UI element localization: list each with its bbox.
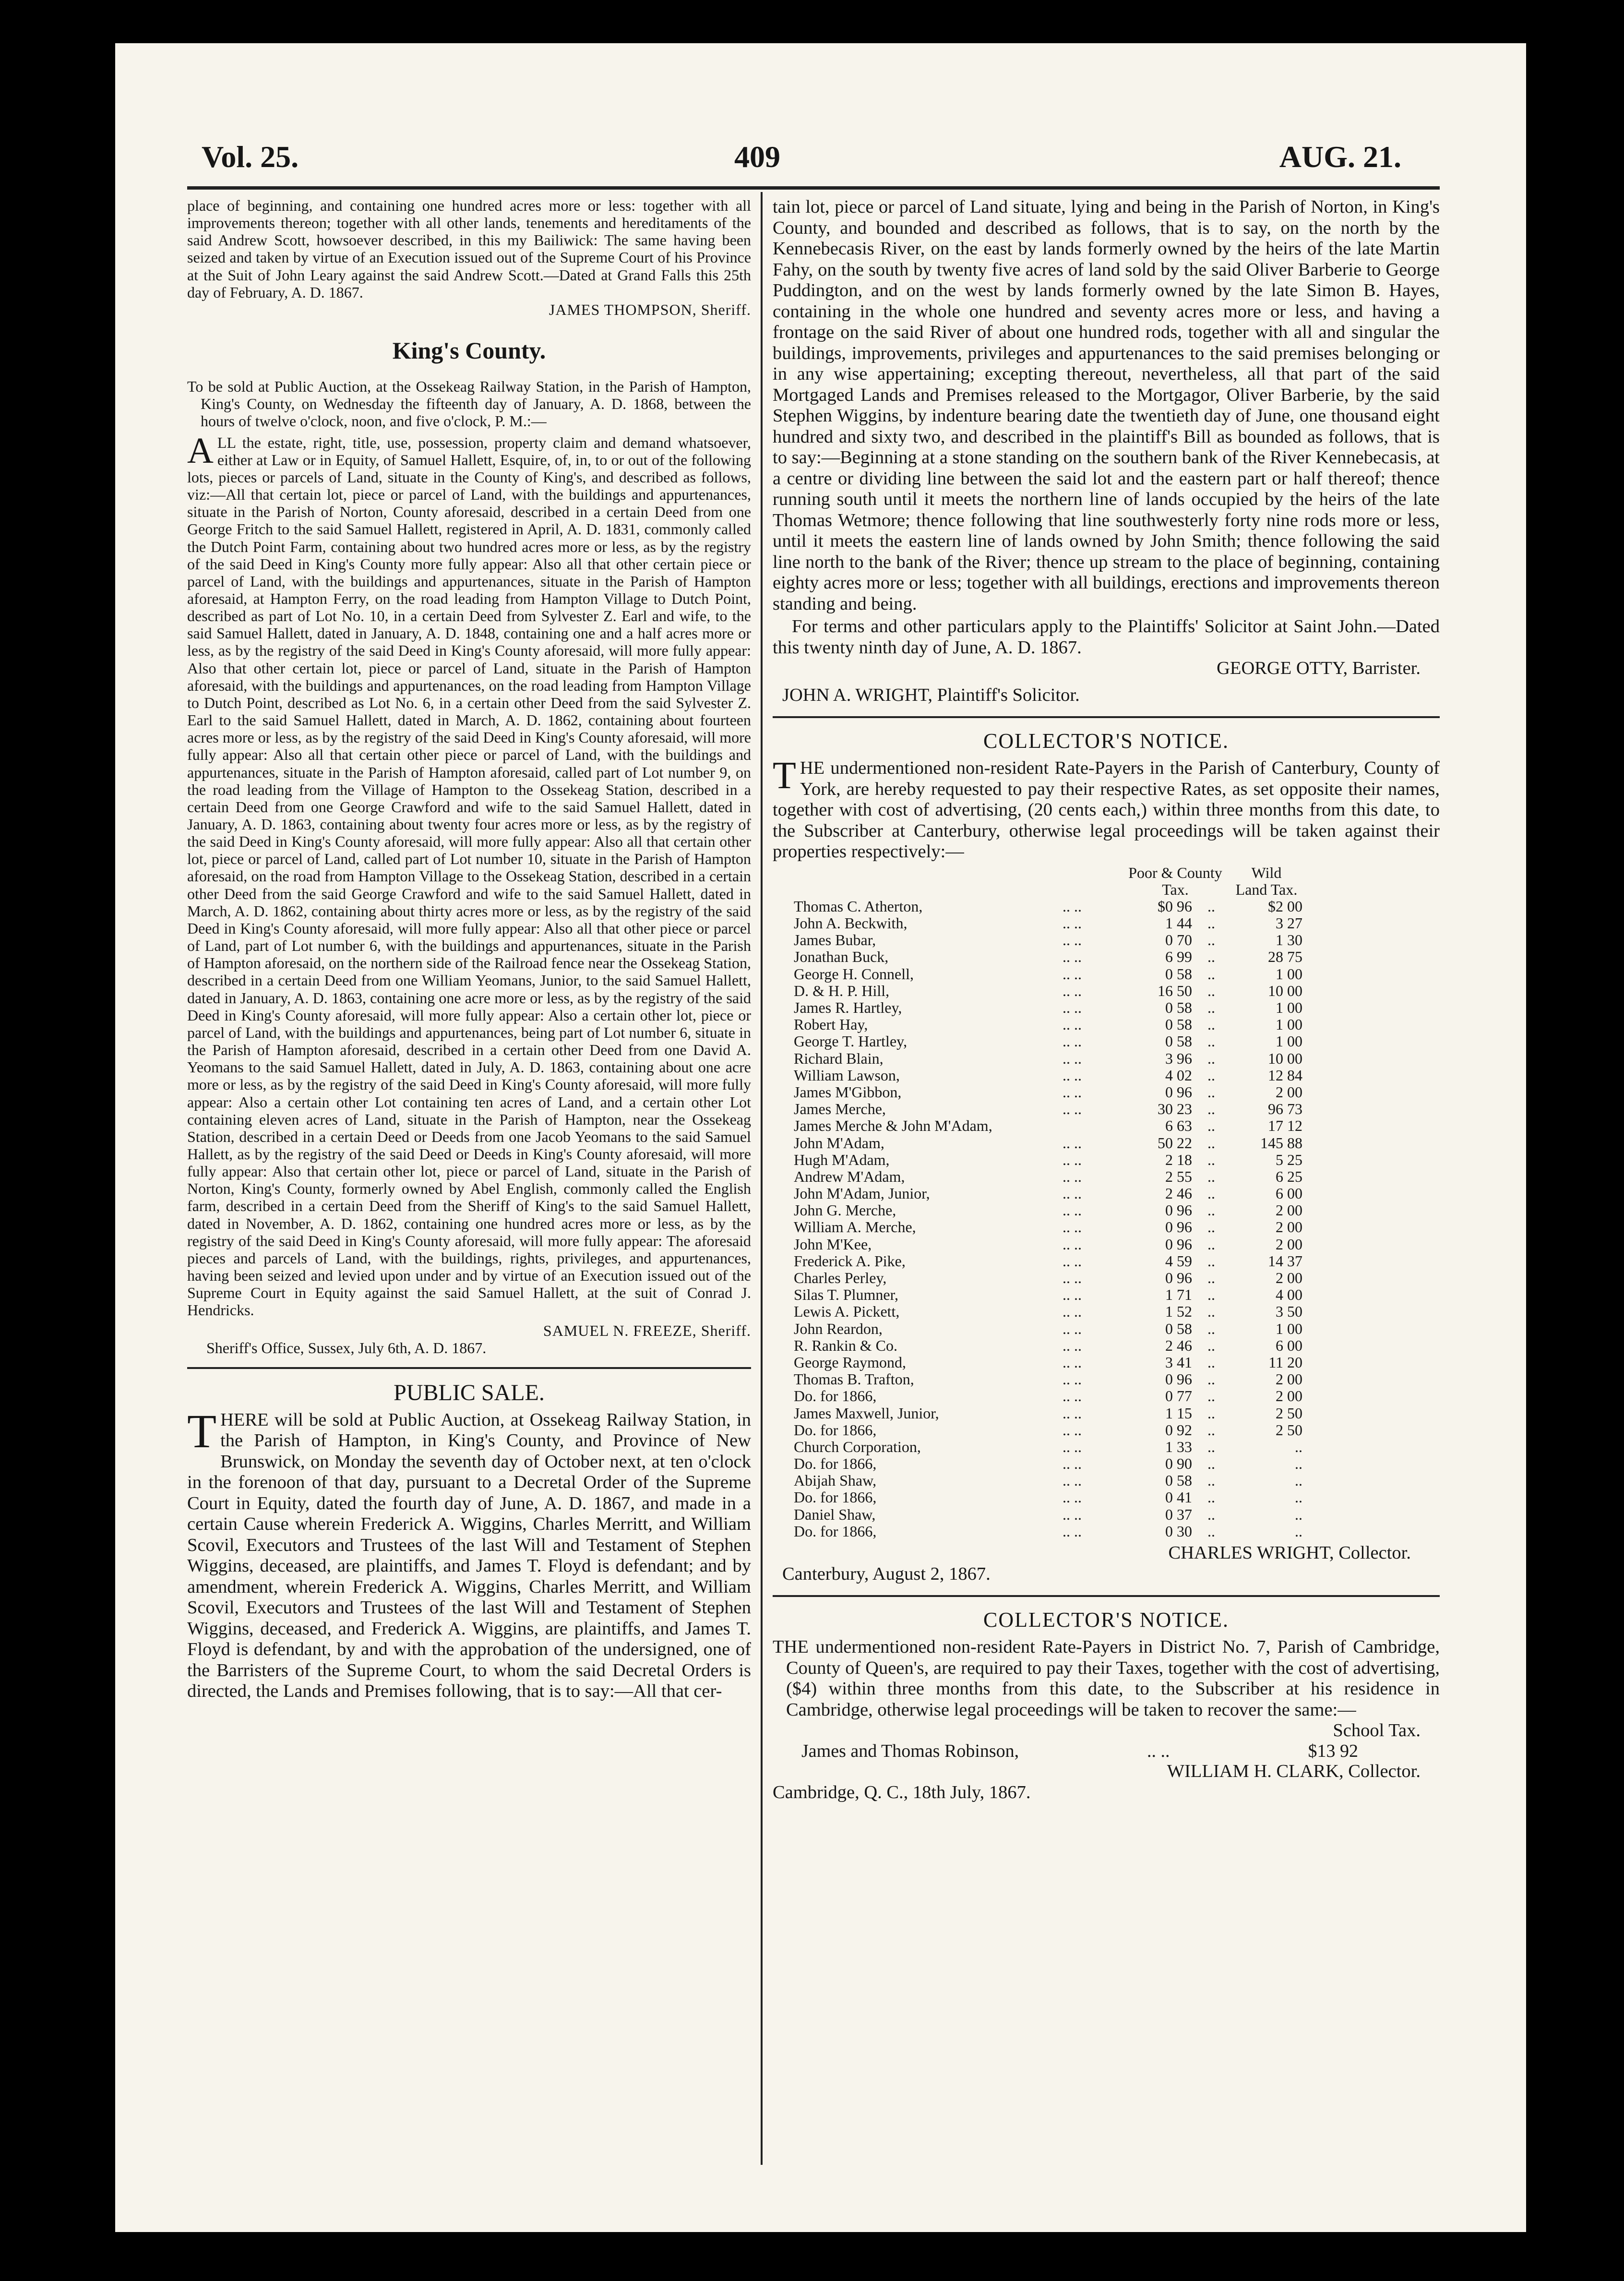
table-row [773, 1202, 1302, 1219]
dots: .. [1207, 1353, 1215, 1371]
dots: .. [1207, 1235, 1215, 1253]
dots: .. .. [1063, 982, 1082, 999]
dots: .. .. [1063, 1100, 1082, 1118]
wild-land-tax: 1 00 [1276, 999, 1302, 1016]
poor-county-tax: 0 90 [1165, 1455, 1192, 1473]
dots: .. [1207, 1049, 1215, 1067]
poor-county-tax: 0 58 [1165, 999, 1192, 1016]
poor-county-tax: 0 30 [1165, 1522, 1192, 1540]
wild-land-tax: 1 30 [1276, 931, 1302, 949]
wild-land-tax: .. [1295, 1472, 1302, 1489]
otty-signature: GEORGE OTTY, Barrister. [1217, 658, 1421, 678]
poor-county-tax: 3 41 [1165, 1353, 1192, 1371]
wild-land-tax: 2 50 [1276, 1404, 1302, 1422]
wild-land-tax: 1 00 [1276, 1016, 1302, 1033]
wild-land-tax: 10 00 [1268, 1049, 1302, 1067]
intro-paragraph: place of beginning, and containing one hundred acres more or less: together with all improvements thereon; together with all other lands, tenements and hereditaments of the said Andrew Scott, howsoever described, in this my Bailiwick: The same having been seized and taken by virtue of an Execution issued out of the Supreme Court of his Province at the Suit of John Leary against the said Andrew Scott.—Dated at Grand Falls this 25th day of February, A. D. 1867. [187, 197, 751, 301]
wild-land-tax: 6 25 [1276, 1167, 1302, 1185]
dots: .. [1207, 982, 1215, 999]
wild-land-tax: 145 88 [1260, 1134, 1302, 1152]
table-row [773, 1253, 1302, 1270]
ratepayer-name: Richard Blain, [794, 1049, 884, 1067]
thompson-signature: JAMES THOMPSON, Sheriff. [549, 300, 751, 318]
dots: .. [1207, 1303, 1215, 1321]
ratepayer-name: George H. Connell, [794, 965, 914, 983]
poor-county-tax: 0 41 [1165, 1489, 1192, 1506]
wild-land-tax: 6 00 [1276, 1336, 1302, 1354]
ratepayer-name: Do. for 1866, [794, 1421, 877, 1439]
poor-county-tax: 2 46 [1165, 1185, 1192, 1202]
ratepayer-name: Andrew M'Adam, [794, 1167, 905, 1185]
ratepayer-name: James M'Gibbon, [794, 1083, 902, 1101]
wild-land-tax: .. [1295, 1522, 1302, 1540]
issue-date: AUG. 21. [1279, 140, 1401, 174]
ratepayer-name: William A. Merche, [794, 1218, 916, 1236]
ratepayer-name: John M'Adam, [794, 1134, 884, 1152]
table-row [773, 1455, 1302, 1472]
sheriff-office: Sheriff's Office, Sussex, July 6th, A. D. 1867. [206, 1339, 487, 1357]
wild-land-tax: 17 12 [1268, 1117, 1302, 1135]
ratepayer-name: Do. for 1866, [794, 1387, 877, 1405]
poor-county-tax: 16 50 [1158, 982, 1192, 999]
public-sale-text: HERE will be sold at Public Auction, at Ossekeag Railway Station, in the Parish of Hampton, in King's County, and Province of New Brunswick, on Monday the seventh day of October next, at ten o'clock in the forenoon of that day, pursuant to a Decretal Order of the Supreme Court in Equity, dated the fourth day of June, A. D. 1867, and made in a certain Cause wherein Frederick A. Wiggins, Charles Merritt, and William Scovil, Executors and Trustees of the last Will and Testament of Stephen Wiggins, deceased, are plaintiffs, and James T. Floyd is defendant; and by amendment, wherein Frederick A. Wiggins, Charles Merritt, and William Scovil, Executors and Trustees of the last Will and Testament of Stephen Wiggins, deceased, and Frederick A. Wiggins, are plaintiffs, and James T. Floyd is defendant, by and with the approbation of the undersigned, one of the Barristers of the Supreme Court, to whom the said Decretal Orders is directed, the Lands and Premises following, that is to say:—All that cer- [187, 1409, 751, 1702]
dots: .. [1207, 1387, 1215, 1405]
poor-county-tax: 0 96 [1165, 1269, 1192, 1286]
wild-land-tax: 2 00 [1276, 1083, 1302, 1101]
dots: .. .. [1063, 999, 1082, 1016]
dots: .. [1207, 965, 1215, 983]
poor-county-tax: 0 58 [1165, 1032, 1192, 1050]
ratepayer-name: Frederick A. Pike, [794, 1252, 906, 1270]
canterbury-notice-text: HE undermentioned non-resident Rate-Payers in the Parish of Canterbury, County of York, are hereby requested to pay their respective Rates, as set opposite their names, together with cost of advertising, (20 cents each,) within three months from this date, to the Subscriber at Canterbury, otherwise legal proceedings will be taken against their properties respectively:— [773, 758, 1440, 862]
rate-table [773, 864, 1302, 1540]
ratepayer-name: Church Corporation, [794, 1438, 921, 1455]
poor-county-tax: 6 99 [1165, 948, 1192, 966]
dots: .. .. [1063, 1235, 1082, 1253]
dots [1063, 1117, 1120, 1134]
dots: .. [1207, 931, 1215, 949]
volume-number: Vol. 25. [202, 140, 299, 174]
wild-land-tax: .. [1295, 1505, 1302, 1523]
table-row [773, 1354, 1302, 1371]
dots: .. .. [1063, 1505, 1082, 1523]
table-row [773, 1472, 1302, 1489]
dots: .. [1207, 1167, 1215, 1185]
hallett-body [187, 430, 751, 1319]
wild-land-tax: 2 00 [1276, 1201, 1302, 1219]
charles-wright-signature: CHARLES WRIGHT, Collector. [1168, 1543, 1411, 1563]
dots: .. [1207, 1100, 1215, 1118]
dots: .. [1207, 1472, 1215, 1489]
poor-county-tax: 1 52 [1165, 1303, 1192, 1321]
dots: .. .. [1063, 1353, 1082, 1371]
public-sale-title: PUBLIC SALE. [394, 1380, 545, 1405]
poor-county-tax: 1 15 [1165, 1404, 1192, 1422]
dots: .. [1207, 1421, 1215, 1439]
poor-county-tax: 0 58 [1165, 1320, 1192, 1337]
ratepayer-name: James R. Hartley, [794, 999, 902, 1016]
dots: .. [1207, 1185, 1215, 1202]
dots: .. [1207, 1016, 1215, 1033]
page-number: 409 [734, 140, 780, 174]
dots: .. .. [1063, 1522, 1082, 1540]
dots: .. .. [1063, 1083, 1082, 1101]
wild-land-tax: 2 50 [1276, 1421, 1302, 1439]
dropcap: T [187, 1404, 217, 1458]
collector-notice-title: COLLECTOR'S NOTICE. [983, 1608, 1229, 1632]
wild-header: Wild [1251, 864, 1282, 881]
dots: .. .. [1063, 1421, 1082, 1439]
school-tax-table [801, 1741, 1358, 1762]
public-sale-body [187, 1404, 751, 1702]
ratepayer-name: Robert Hay, [794, 1016, 868, 1033]
poor-county-tax: $0 96 [1158, 897, 1192, 915]
table-row [773, 1405, 1302, 1422]
dots: .. .. [1063, 1185, 1082, 1202]
dots: .. .. [1063, 1472, 1082, 1489]
table-row [773, 1050, 1302, 1067]
poor-county-tax: 0 77 [1165, 1387, 1192, 1405]
dots: .. [1207, 1218, 1215, 1236]
dots: .. .. [1063, 1320, 1082, 1337]
poor-county-tax: 4 59 [1165, 1252, 1192, 1270]
poor-county-tax: 0 96 [1165, 1083, 1192, 1101]
table-row [773, 915, 1302, 932]
cambridge-date: Cambridge, Q. C., 18th July, 1867. [773, 1782, 1031, 1802]
ratepayer-name: Do. for 1866, [794, 1522, 877, 1540]
dots: .. .. [1063, 1201, 1082, 1219]
table-row [773, 1117, 1302, 1134]
poor-county-tax: 0 92 [1165, 1421, 1192, 1439]
dots: .. .. [1063, 1066, 1082, 1084]
school-tax-header: School Tax. [1333, 1720, 1421, 1741]
table-header [773, 864, 1302, 881]
ratepayer-name: Silas T. Plumner, [794, 1286, 898, 1304]
gazette-page [115, 43, 1526, 2232]
wild-land-tax: 96 73 [1268, 1100, 1302, 1118]
dots: .. [1207, 1032, 1215, 1050]
section-divider [773, 1595, 1440, 1597]
wild-land-tax: 2 00 [1276, 1235, 1302, 1253]
ratepayer-name: D. & H. P. Hill, [794, 982, 890, 999]
table-row [773, 1168, 1302, 1185]
ratepayer-name: Abijah Shaw, [794, 1472, 877, 1489]
poor-county-tax: 0 58 [1165, 965, 1192, 983]
table-row [773, 1270, 1302, 1286]
table-row [773, 1388, 1302, 1405]
land-tax-header: Land Tax. [1235, 880, 1298, 898]
dots: .. .. [1063, 1387, 1082, 1405]
kings-county-heading: King's County. [392, 337, 546, 364]
wild-land-tax: 3 27 [1276, 914, 1302, 932]
table-row [773, 1489, 1302, 1506]
ratepayer-name: Hugh M'Adam, [794, 1151, 890, 1168]
table-row [773, 1371, 1302, 1388]
dots: .. [1207, 1336, 1215, 1354]
canterbury-notice [773, 755, 1440, 863]
dots: .. [1207, 1370, 1215, 1388]
poor-county-tax: 30 23 [1158, 1100, 1192, 1118]
table-row [773, 966, 1302, 983]
ratepayer-name: George Raymond, [794, 1353, 907, 1371]
table-row [773, 1185, 1302, 1202]
ratepayer-name: James Merche & John M'Adam, [794, 1117, 992, 1135]
left-column [187, 197, 751, 1702]
wild-land-tax: 12 84 [1268, 1066, 1302, 1084]
poor-county-tax: 0 58 [1165, 1472, 1192, 1489]
table-header [773, 881, 1302, 898]
poor-county-tax: 0 96 [1165, 1235, 1192, 1253]
dots: .. .. [1063, 914, 1082, 932]
ratepayer-name: Daniel Shaw, [794, 1505, 876, 1523]
table-row [773, 932, 1302, 948]
dots: .. [1207, 1269, 1215, 1286]
dots: .. .. [1063, 1032, 1082, 1050]
wild-land-tax: 5 25 [1276, 1151, 1302, 1168]
dots: .. .. [1063, 1016, 1082, 1033]
dots: .. [1207, 914, 1215, 932]
dots: .. [1207, 1455, 1215, 1473]
poor-county-tax: 4 02 [1165, 1066, 1192, 1084]
ratepayer-name: Thomas C. Atherton, [794, 897, 923, 915]
dots: .. [1207, 1252, 1215, 1270]
wild-land-tax: 10 00 [1268, 982, 1302, 999]
dots: .. .. [1063, 1455, 1082, 1473]
header-rule [187, 186, 1440, 190]
ratepayer-name: George T. Hartley, [794, 1032, 908, 1050]
dots: .. .. [1063, 1252, 1082, 1270]
dots: .. .. [1063, 1336, 1082, 1354]
ratepayer-name: Jonathan Buck, [794, 948, 889, 966]
ratepayer-name: Charles Perley, [794, 1269, 887, 1286]
table-row [773, 1152, 1302, 1168]
table-row [773, 1422, 1302, 1439]
dots: .. .. [1063, 931, 1082, 949]
ratepayer-name: William Lawson, [794, 1066, 900, 1084]
wild-land-tax: 14 37 [1268, 1252, 1302, 1270]
poor-county-header: Poor & County [1128, 864, 1222, 881]
dots: .. [1207, 1066, 1215, 1084]
poor-county-tax: 0 37 [1165, 1505, 1192, 1523]
table-row [773, 1321, 1302, 1337]
dots: .. .. [1063, 1134, 1082, 1152]
poor-county-tax: 0 96 [1165, 1218, 1192, 1236]
dots: .. .. [1063, 1151, 1082, 1168]
dots: .. [1207, 1151, 1215, 1168]
dots: .. [1207, 1117, 1215, 1135]
wild-land-tax: 28 75 [1268, 948, 1302, 966]
dots: .. .. [1063, 1489, 1082, 1506]
table-row [773, 1303, 1302, 1320]
table-row [773, 1286, 1302, 1303]
poor-county-tax: 1 33 [1165, 1438, 1192, 1455]
table-row [773, 1084, 1302, 1101]
ratepayer-name: Do. for 1866, [794, 1455, 877, 1473]
wright-signature: JOHN A. WRIGHT, Plaintiff's Solicitor. [782, 684, 1080, 705]
ratepayer-name: Do. for 1866, [794, 1489, 877, 1506]
wild-land-tax: .. [1295, 1438, 1302, 1455]
dots: .. .. [1063, 948, 1082, 966]
poor-county-tax: 50 22 [1158, 1134, 1192, 1152]
table-row [801, 1741, 1358, 1762]
dots: .. .. [1063, 965, 1082, 983]
table-row [773, 1523, 1302, 1540]
ratepayer-name: Thomas B. Trafton, [794, 1370, 914, 1388]
poor-county-tax: 1 44 [1165, 914, 1192, 932]
ratepayer-name: John M'Kee, [794, 1235, 872, 1253]
poor-county-tax: 6 63 [1165, 1117, 1192, 1135]
poor-county-tax: 0 96 [1165, 1370, 1192, 1388]
ratepayer-name: John G. Merche, [794, 1201, 896, 1219]
table-row [773, 1033, 1302, 1050]
column-rule [761, 192, 763, 2165]
ratepayer-name: James Bubar, [794, 931, 876, 949]
dots: .. .. [1063, 897, 1082, 915]
ratepayer-name: John M'Adam, Junior, [794, 1185, 930, 1202]
wild-land-tax: 6 00 [1276, 1185, 1302, 1202]
table-row [773, 1439, 1302, 1455]
dots: .. [1207, 1320, 1215, 1337]
dots: .. .. [1063, 1286, 1082, 1304]
dots: .. .. [1063, 1438, 1082, 1455]
poor-county-tax: 0 58 [1165, 1016, 1192, 1033]
table-row [773, 999, 1302, 1016]
ratepayer-name: James Merche, [794, 1100, 886, 1118]
wild-land-tax: 1 00 [1276, 965, 1302, 983]
dots: .. .. [1063, 1303, 1082, 1321]
table-row [773, 898, 1302, 915]
terms-paragraph: For terms and other particulars apply to the Plaintiffs' Solicitor at Saint John.—Dated this twenty ninth day of June, A. D. 1867. [773, 616, 1440, 658]
section-divider [187, 1367, 751, 1369]
poor-county-tax: 2 55 [1165, 1167, 1192, 1185]
clark-signature: WILLIAM H. CLARK, Collector. [1167, 1761, 1421, 1782]
cambridge-notice: THE undermentioned non-resident Rate-Payers in District No. 7, Parish of Cambridge, County of Queen's, are required to pay their Taxes, together with the cost of advertising, ($4) within three months from this date, to the Subscriber at his residence in Cambridge, otherwise legal proceedings will be taken to recover the same:— [773, 1637, 1440, 1720]
dots: .. [1207, 1489, 1215, 1506]
section-divider [773, 716, 1440, 718]
dropcap: T [773, 755, 796, 797]
table-row [773, 948, 1302, 965]
wild-land-tax: 2 00 [1276, 1269, 1302, 1286]
table-row [773, 983, 1302, 999]
poor-county-tax: 0 70 [1165, 931, 1192, 949]
dots: .. [1207, 1404, 1215, 1422]
ratepayer-name: John A. Beckwith, [794, 914, 908, 932]
wild-land-tax: 1 00 [1276, 1320, 1302, 1337]
dots: .. [1207, 1438, 1215, 1455]
dots: .. .. [1063, 1370, 1082, 1388]
table-row [773, 1101, 1302, 1117]
wild-land-tax: 3 50 [1276, 1303, 1302, 1321]
poor-county-tax: 3 96 [1165, 1049, 1192, 1067]
table-row [773, 1016, 1302, 1033]
dots: .. .. [1063, 1404, 1082, 1422]
poor-county-tax: 2 46 [1165, 1336, 1192, 1354]
table-row [773, 1135, 1302, 1152]
ratepayer-name: R. Rankin & Co. [794, 1336, 898, 1354]
wild-land-tax: 2 00 [1276, 1370, 1302, 1388]
sale-heading: To be sold at Public Auction, at the Ossekeag Railway Station, in the Parish of Hampton, King's County, on Wednesday the fifteenth day of January, A. D. 1868, between the hours of twelve o'clock, noon, and five o'clock, P. M.:— [187, 378, 751, 430]
dots: .. [1207, 1134, 1215, 1152]
wild-land-tax: 1 00 [1276, 1032, 1302, 1050]
tax-amount: $13 92 [1308, 1741, 1358, 1761]
ratepayer-name: James and Thomas Robinson, [801, 1741, 1019, 1761]
table-row [773, 1506, 1302, 1523]
ratepayer-name: James Maxwell, Junior, [794, 1404, 939, 1422]
dots: .. .. [1063, 1218, 1082, 1236]
wild-land-tax: .. [1295, 1489, 1302, 1506]
table-row [773, 1219, 1302, 1236]
dots: .. [1207, 1083, 1215, 1101]
wild-land-tax: 2 00 [1276, 1218, 1302, 1236]
dots: .. [1207, 1201, 1215, 1219]
canterbury-date: Canterbury, August 2, 1867. [782, 1563, 991, 1584]
dots: .. [1207, 1505, 1215, 1523]
dots: .. [1207, 999, 1215, 1016]
ratepayer-name: Lewis A. Pickett, [794, 1303, 900, 1321]
right-column [773, 197, 1440, 1803]
dots: .. [1207, 897, 1215, 915]
dropcap: A [187, 430, 214, 471]
poor-county-tax: 0 96 [1165, 1201, 1192, 1219]
dots: .. .. [1063, 1269, 1082, 1286]
freeze-signature: SAMUEL N. FREEZE, Sheriff. [543, 1321, 751, 1339]
dots: .. [1207, 1286, 1215, 1304]
dots: .. [1207, 948, 1215, 966]
poor-county-tax: 2 18 [1165, 1151, 1192, 1168]
dots: .. [1207, 1522, 1215, 1540]
table-row [773, 1337, 1302, 1354]
wild-land-tax: 4 00 [1276, 1286, 1302, 1304]
collector-notice-title: COLLECTOR'S NOTICE. [983, 729, 1229, 753]
table-row [773, 1067, 1302, 1084]
wild-land-tax: .. [1295, 1455, 1302, 1473]
dots: .. .. [1147, 1741, 1170, 1761]
dots: .. .. [1063, 1049, 1082, 1067]
table-row [773, 1236, 1302, 1253]
wild-land-tax: $2 00 [1268, 897, 1302, 915]
hallett-body-text: LL the estate, right, title, use, possession, property claim and demand whatsoever, either at Law or in Equity, of Samuel Hallett, Esquire, of, in, to or out of the following lots, pieces or parcels of Land, situate in the County of King's, and described as follows, viz:—All that certain lot, piece or parcel of Land, with the buildings and appurtenances, situate in the Parish of Norton, County aforesaid, described in a certain Deed from one George Fritch to the said Samuel Hallett, registered in April, A. D. 1831, commonly called the Dutch Point Farm, containing about two hundred acres more or less, as by the registry of the said Deed in King's County more fully appear: Also all that other certain piece or parcel of Land, with the buildings and appurtenances, situate in the Parish of Hampton aforesaid, at Hampton Ferry, on the road leading from Hampton Village to Dutch Point, described as part of Lot No. 10, in a certain Deed from Sylvester Z. Earl and wife, to the said Samuel Hallett, dated in January, A. D. 1848, containing one and a half acres more or less, as by the registry of the said Deed in King's County aforesaid, will more fully appear: Also that other certain lot, piece or parcel of Land, situate in the Parish of Hampton aforesaid, with the buildings and appurtenances, on the road leading from Hampton Village to Dutch Point, described as Lot No. 6, in a certain other Deed from the said Sylvester Z. Earl to the said Samuel Hallett, dated in March, A. D. 1862, containing about fourteen acres more or less, as by the registry of the said Deed in King's County aforesaid, will more fully appear: Also all that certain other piece or parcel of Land, with the buildings and appurtenances, situate in the Parish of Hampton aforesaid, called part of Lot number 9, on the road leading from the Village of Hampton to the Ossekeag Station, described in a certain Deed from one George Crawford and wife to the said Samuel Hallett, dated in January, A. D. 1863, containing about twenty four acres more or less, as by the registry of the said Deed in King's County aforesaid, will more fully appear: Also all that certain other lot, piece or parcel of Land, called part of Lot number 10, situate in the Parish of Hampton aforesaid, on the road from Hampton Village to the Ossekeag Station, described in a certain other Deed from the said George Crawford and wife to the said Samuel Hallett, dated in March, A. D. 1862, containing about thirty acres more or less, as by the registry of the said Deed in King's County aforesaid, will more fully appear: Also all that other piece or parcel of Land, part of Lot number 6, with the buildings and appurtenances, situate in the Parish of Hampton aforesaid, on the northern side of the Railroad fence near the Ossekeag Station, described in a certain Deed from one William Yeomans, Junior, to the said Samuel Hallett, dated in January, A. D. 1863, containing one acre more or less, as by the registry of the said Deed in King's County aforesaid, will more fully appear: Also a certain other lot, piece or parcel of Land, with the buildings and appurtenances, being part of Lot number 6, situate in the Parish of Hampton aforesaid, described in a certain other Deed from one David A. Yeomans to the said Samuel Hallett, dated in July, A. D. 1863, containing about one acre more or less, as by the registry of the said Deed in King's County aforesaid, will more fully appear: Also a certain other Lot containing ten acres of Land, and a certain other Lot containing eleven acres of Land, situate in the Parish of Hampton, near the Ossekeag Station, described in a certain Deed or Deeds from one Jacob Yeomans to the said Samuel Hallett, as by the registry of the said Deed or Deeds in King's County aforesaid, will more fully appear: Also that certain other lot, piece or parcel of Land, situate in the Parish of Norton, King's County, formerly owned by Abel English, commonly called the English farm, described in a certain Deed from the Sheriff of King's to the said Samuel Hallett, dated in November, A. D. 1862, containing one hundred acres more or less, as by the registry of the said Deed in King's County aforesaid, will more fully appear: The aforesaid pieces and parcels of Land, with the buildings, rights, privileges, and appurtenances, having been seized and levied upon under and by virtue of an Execution issued out of the Supreme Court in Equity against the said Samuel Hallett, at the suit of Conrad J. Hendricks. [187, 433, 751, 1319]
wild-land-tax: 11 20 [1268, 1353, 1302, 1371]
wild-land-tax: 2 00 [1276, 1387, 1302, 1405]
dots: .. .. [1063, 1167, 1082, 1185]
continuation-paragraph: tain lot, piece or parcel of Land situate, lying and being in the Parish of Norton, in King's County, and bounded and described as follows, that is to say, on the north by the Kennebecasis River, on the east by lands formerly owned by the heirs of the late Martin Fahy, on the south by twenty five acres of land sold by the said Oliver Barberie to George Puddington, and on the west by lands formerly owned by the late Simon B. Hayes, containing in the whole one hundred and seventy acres more or less, and having a frontage on the said River of about one hundred rods, together with all and singular the buildings, improvements, privileges and appurtenances to the said premises belonging or in any wise appertaining; excepting thereout, nevertheless, all that part of the said Mortgaged Lands and Premises released to the Mortgagor, Oliver Barberie, by the said Stephen Wiggins, by indenture bearing date the twentieth day of June, one thousand eight hundred and sixty two, and described in the plaintiff's Bill as bounded as follows, that is to say:—Beginning at a stone standing on the southern bank of the River Kennebecasis, at a centre or dividing line between the said lot and the eastern part or half thereof; thence running south until it meets the northern line of lands occupied by the heirs of the late Thomas Wetmore; thence following that line southwesterly forty nine rods more or less, until it meets the eastern line of lands owned by John Smith; thence following the said line north to the bank of the River; thence up stream to the place of beginning, containing eighty acres more or less; together with all buildings, erections and improvements thereon standing and being. [773, 197, 1440, 614]
poor-county-tax: 1 71 [1165, 1286, 1192, 1304]
ratepayer-name: John Reardon, [794, 1320, 883, 1337]
poor-county-header: Tax. [1162, 880, 1189, 898]
